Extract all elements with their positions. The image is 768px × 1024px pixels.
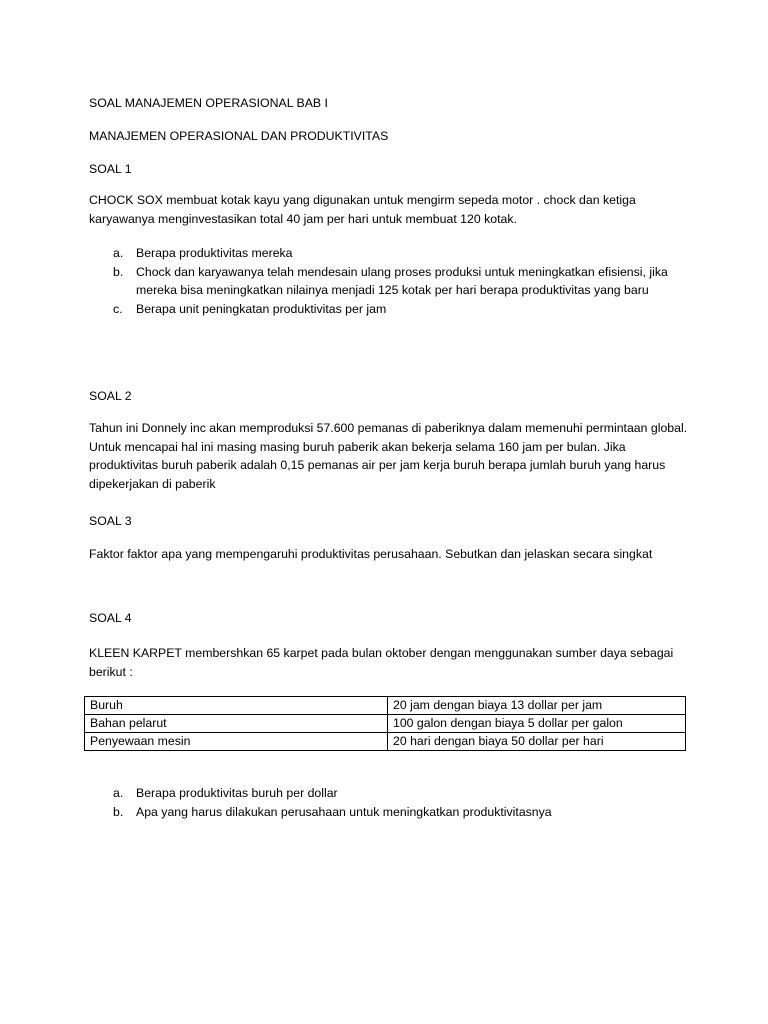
list-marker: b. bbox=[113, 264, 124, 279]
resource-name-cell: Penyewaan mesin bbox=[85, 733, 388, 751]
list-item bbox=[89, 300, 693, 319]
resource-name-cell: Bahan pelarut bbox=[85, 715, 388, 733]
soal-1-paragraph: CHOCK SOX membuat kotak kayu yang digunakan untuk mengirm sepeda motor . chock dan ketiga karyawanya menginvestasikan total 40 jam per hari untuk membuat 120 kotak. bbox=[89, 193, 636, 226]
list-item bbox=[89, 244, 693, 263]
list-item bbox=[89, 263, 693, 300]
resource-detail-cell: 100 galon dengan biaya 5 dollar per galon bbox=[388, 715, 686, 733]
list-item bbox=[89, 784, 693, 803]
soal-3-heading: SOAL 3 bbox=[89, 514, 132, 528]
list-item bbox=[89, 803, 693, 822]
soal-4-heading: SOAL 4 bbox=[89, 611, 132, 625]
list-item-text: Apa yang harus dilakukan perusahaan untuk meningkatkan produktivitasnya bbox=[136, 804, 552, 819]
soal-4-question-list bbox=[89, 784, 693, 821]
document-subtitle: MANAJEMEN OPERASIONAL DAN PRODUKTIVITAS bbox=[89, 129, 389, 143]
list-marker: a. bbox=[113, 246, 124, 260]
table-row bbox=[85, 715, 686, 733]
soal-3-paragraph: Faktor faktor apa yang mempengaruhi produktivitas perusahaan. Sebutkan dan jelaskan secara singkat bbox=[89, 547, 653, 561]
soal-2-heading: SOAL 2 bbox=[89, 389, 132, 403]
list-item-text: Berapa produktivitas buruh per dollar bbox=[136, 786, 338, 800]
list-marker: c. bbox=[113, 301, 123, 316]
list-marker: a. bbox=[113, 786, 124, 800]
soal-1-question-list bbox=[89, 244, 693, 318]
list-item-text: Berapa produktivitas mereka bbox=[136, 246, 293, 260]
document-title: SOAL MANAJEMEN OPERASIONAL BAB I bbox=[89, 96, 328, 110]
list-item-text: Chock dan karyawanya telah mendesain ulang proses produksi untuk meningkatkan efisiensi, jika mereka bisa meningkatkan nilainya menjadi 125 kotak per hari berapa produktivitas yang baru bbox=[136, 264, 668, 298]
list-marker: b. bbox=[113, 804, 124, 819]
resource-detail-cell: 20 jam dengan biaya 13 dollar per jam bbox=[388, 697, 686, 715]
soal-2-paragraph: Tahun ini Donnely inc akan memproduksi 57.600 pemanas di paberiknya dalam memenuhi permintaan global. Untuk mencapai hal ini masing masing buruh paberik akan bekerja selama 160 jam per bulan. Jika produktivitas buruh paberik adalah 0,15 pemanas air per jam kerja buruh berapa jumlah buruh yang harus dipekerjakan di paberik bbox=[89, 421, 688, 491]
table-row bbox=[85, 697, 686, 715]
soal-4-paragraph: KLEEN KARPET membershkan 65 karpet pada bulan oktober dengan menggunakan sumber daya sebagai berikut : bbox=[89, 646, 674, 679]
resource-detail-cell: 20 hari dengan biaya 50 dollar per hari bbox=[388, 733, 686, 751]
resource-table bbox=[84, 696, 686, 751]
table-row bbox=[85, 733, 686, 751]
resource-name-cell: Buruh bbox=[85, 697, 388, 715]
soal-1-heading: SOAL 1 bbox=[89, 162, 132, 176]
list-item-text: Berapa unit peningkatan produktivitas per jam bbox=[136, 301, 387, 316]
